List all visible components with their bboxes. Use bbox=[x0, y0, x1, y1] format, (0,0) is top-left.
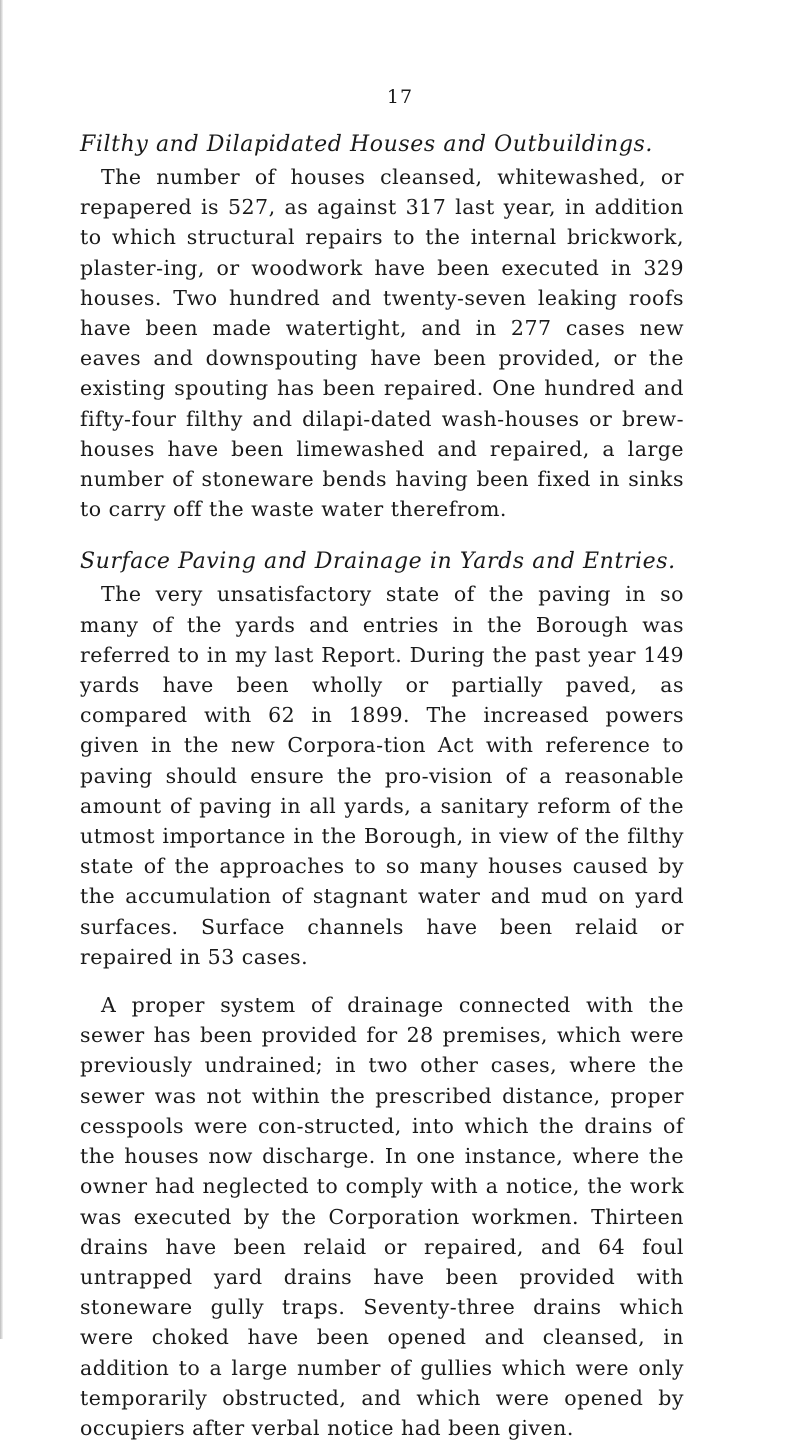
page-edge-shadow bbox=[0, 0, 3, 1339]
page-body bbox=[80, 130, 684, 1443]
page-number: 17 bbox=[386, 86, 414, 108]
section-heading-filthy-houses: Filthy and Dilapidated Houses and Outbuildings. bbox=[80, 132, 653, 157]
section-heading-surface-paving: Surface Paving and Drainage in Yards and Entries. bbox=[80, 549, 676, 575]
paragraph-filthy-houses: The number of houses cleansed, whitewashed, or repapered is 527, as against 317 last year, in addition to which structural repairs to the internal brickwork, plaster-ing, or woodwork have been executed in 329 houses. Two hundred and twenty-seven leaking roofs have been made watertight, and in 277 cases new eaves and downspouting have been provided, or the existing spouting has been repaired. One hundred and fifty-four filthy and dilapi-dated wash-houses or brew-houses have been limewashed and repaired, a large number of stoneware bends having been fixed in sinks to carry off the waste water therefrom. bbox=[80, 165, 684, 522]
paragraph-surface-paving: The very unsatisfactory state of the paving in so many of the yards and entries in the Borough was referred to in my last Report. During the past year 149 yards have been wholly or partially paved, as compared with 62 in 1899. The increased powers given in the new Corpora-tion Act with reference to paving should ensure the pro-vision of a reasonable amount of paving in all yards, a sanitary reform of the utmost importance in the Borough, in view of the filthy state of the approaches to so many houses caused by the accumulation of stagnant water and mud on yard surfaces. Surface channels have been relaid or repaired in 53 cases. bbox=[80, 582, 684, 969]
paragraph-drainage: A proper system of drainage connected with the sewer has been provided for 28 premises, which were previously undrained; in two other cases, where the sewer was not within the prescribed distance, proper cesspools were con-structed, into which the drains of the houses now discharge. In one instance, where the owner had neglected to comply with a notice, the work was executed by the Corporation workmen. Thirteen drains have been relaid or repaired, and 64 foul untrapped yard drains have been provided with stoneware gully traps. Seventy-three drains which were choked have been opened and cleansed, in addition to a large number of gullies which were only temporarily obstructed, and which were opened by occupiers after verbal notice had been given. bbox=[80, 993, 684, 1440]
